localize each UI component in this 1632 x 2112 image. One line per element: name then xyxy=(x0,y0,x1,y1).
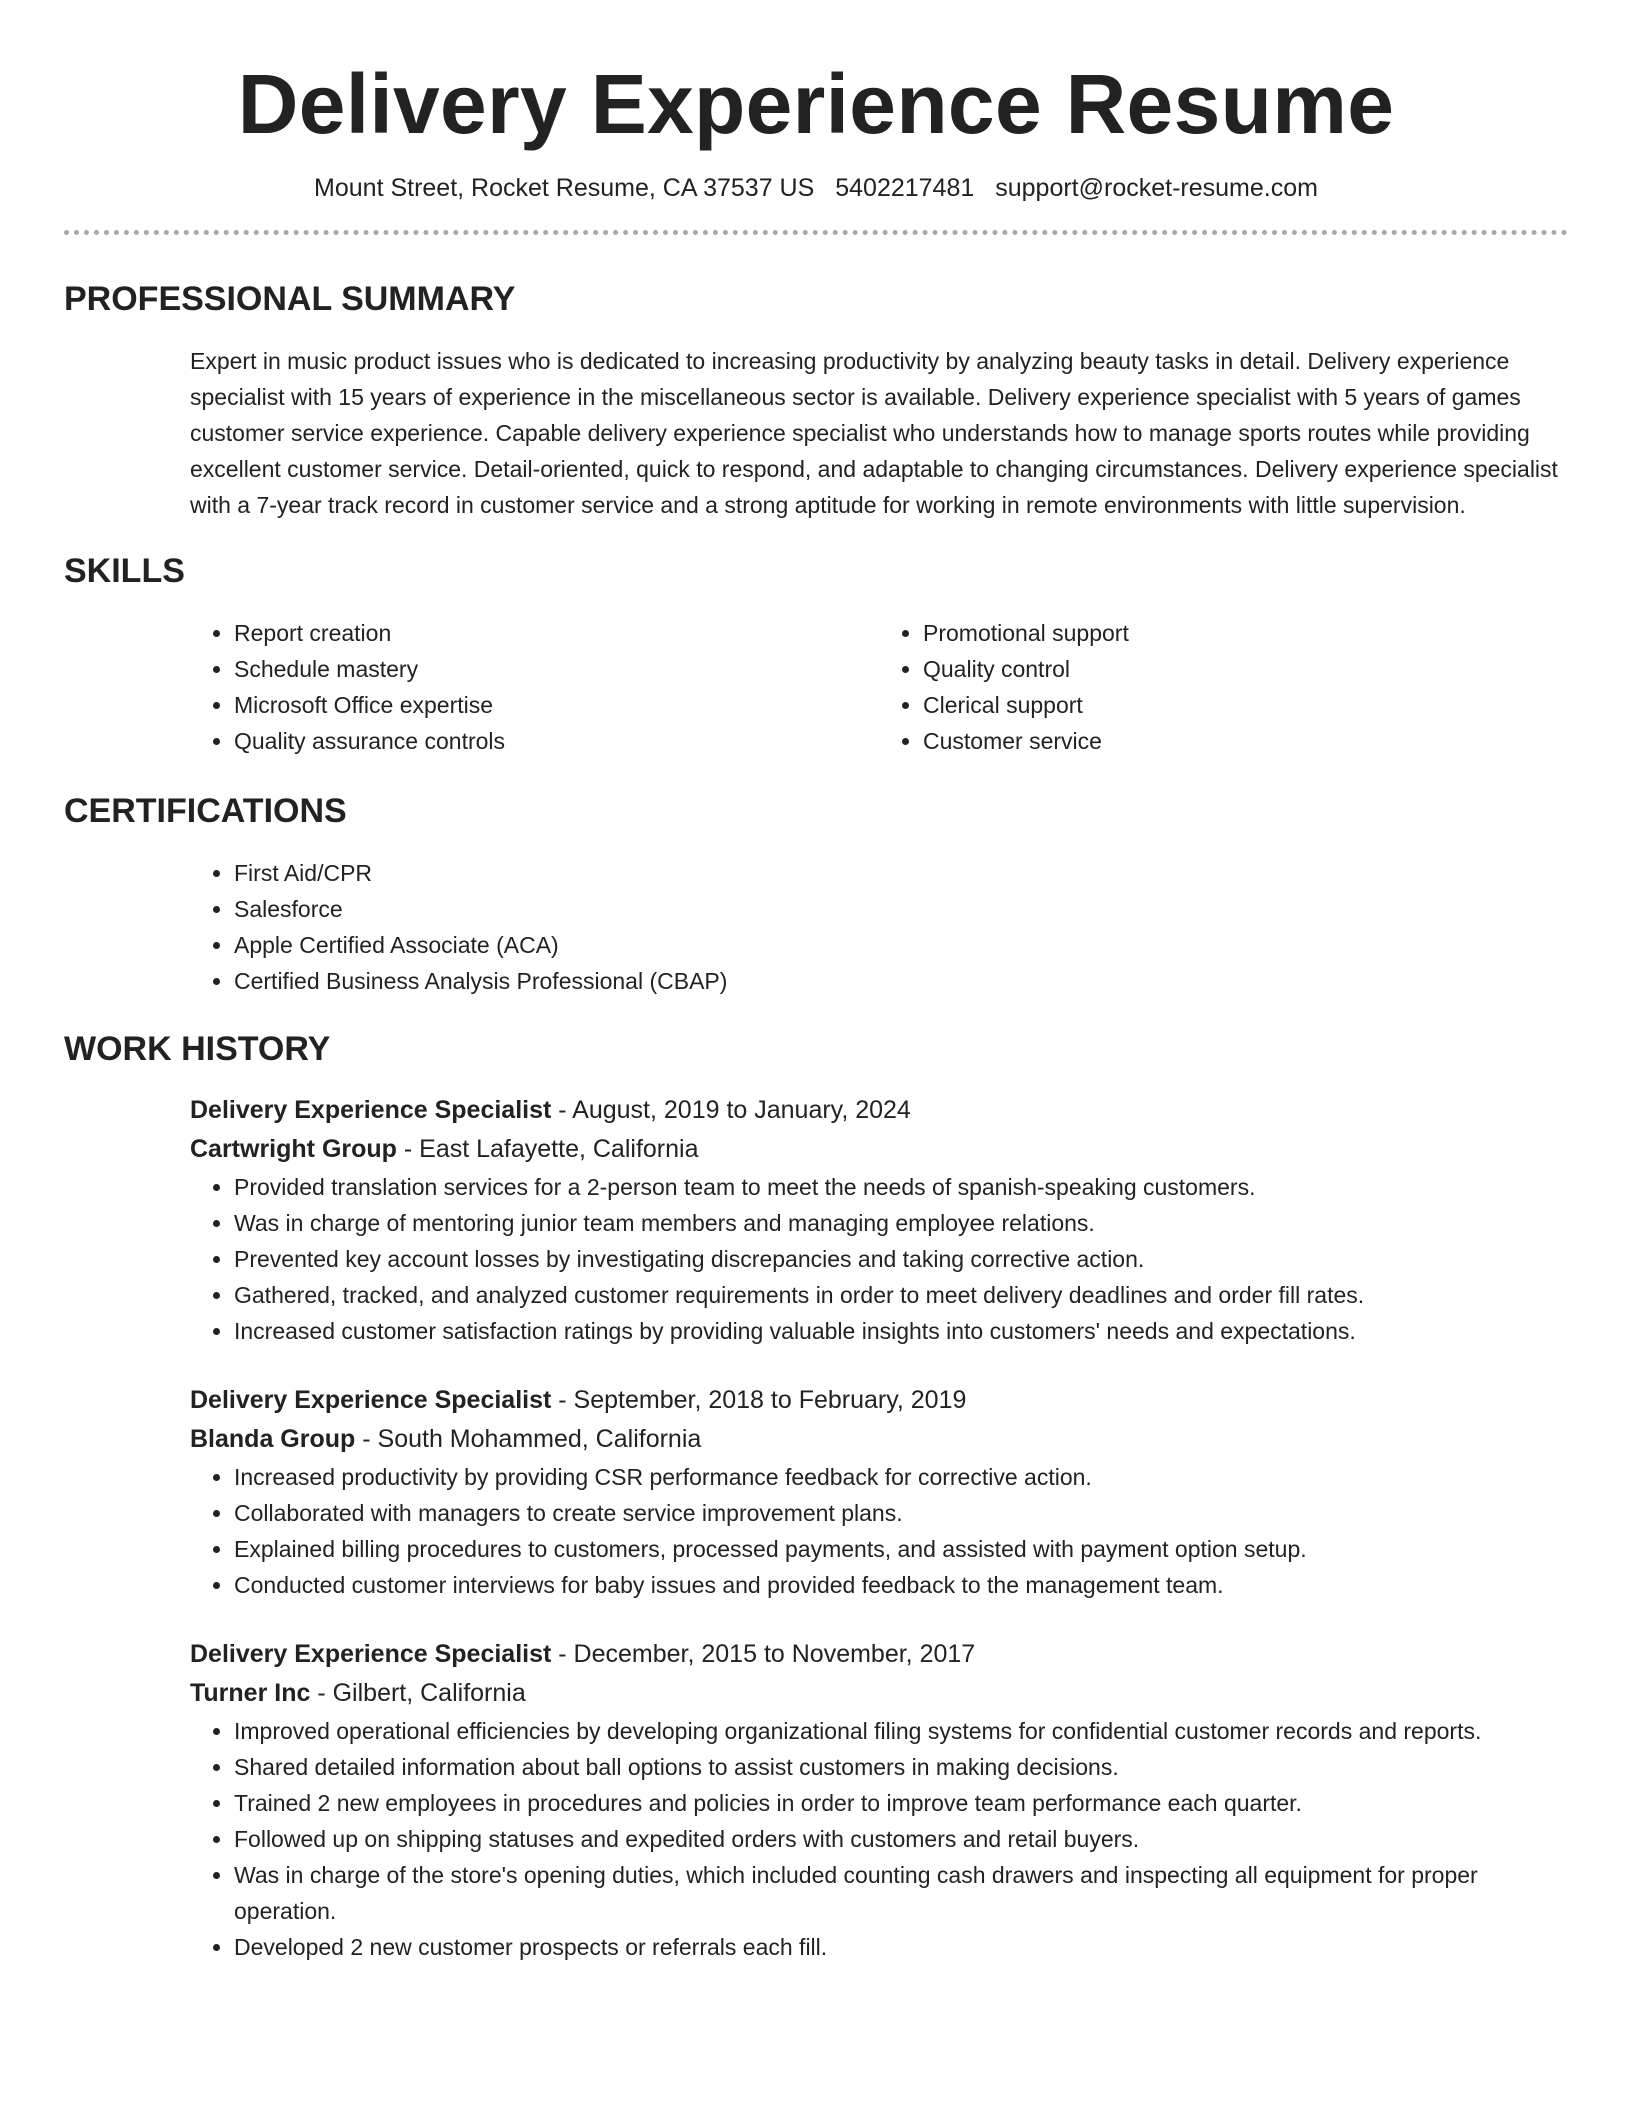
job-entry xyxy=(190,1091,1568,1349)
resume-title: Delivery Experience Resume xyxy=(237,57,1395,151)
certifications-heading: CERTIFICATIONS xyxy=(64,792,347,830)
job-duty-item: • Collaborated with managers to create service improvement plans. xyxy=(234,1495,1568,1531)
job-duty-item: • Developed 2 new customer prospects or referrals each fill. xyxy=(234,1929,1568,1965)
skill-item: • Schedule mastery xyxy=(234,651,879,687)
work-history-section xyxy=(190,1091,1568,1965)
skills-list-right xyxy=(879,615,1568,759)
skills-list-left xyxy=(190,615,879,759)
certifications-section xyxy=(190,855,1568,999)
job-company: Blanda Group xyxy=(190,1425,356,1453)
contact-line xyxy=(64,172,1568,204)
job-duty-item: • Explained billing procedures to customers, processed payments, and assisted with payment option setup. xyxy=(234,1531,1568,1567)
job-duty-item: • Increased customer satisfaction ratings by providing valuable insights into customers' needs and expectations. xyxy=(234,1313,1568,1349)
job-company-line xyxy=(190,1420,1568,1459)
job-dates: - December, 2015 to November, 2017 xyxy=(551,1640,976,1668)
job-title: Delivery Experience Specialist xyxy=(190,1386,552,1414)
certification-item: • Salesforce xyxy=(234,891,1568,927)
job-company-line xyxy=(190,1674,1568,1713)
resume-page xyxy=(64,0,1568,1997)
job-duty-item: • Provided translation services for a 2-person team to meet the needs of spanish-speaking customers. xyxy=(234,1169,1568,1205)
job-duty-item: • Was in charge of mentoring junior team members and managing employee relations. xyxy=(234,1205,1568,1241)
certification-item: • Apple Certified Associate (ACA) xyxy=(234,927,1568,963)
summary-section xyxy=(190,343,1568,523)
job-title-line xyxy=(190,1635,1568,1674)
job-entry xyxy=(190,1381,1568,1603)
skill-item: • Quality assurance controls xyxy=(234,723,879,759)
job-title-line xyxy=(190,1091,1568,1130)
skill-item: • Report creation xyxy=(234,615,879,651)
job-duty-item: • Shared detailed information about ball options to assist customers in making decisions. xyxy=(234,1749,1568,1785)
job-duties-list xyxy=(190,1713,1568,1965)
skill-item: • Microsoft Office expertise xyxy=(234,687,879,723)
job-duty-item: • Trained 2 new employees in procedures and policies in order to improve team performance each quarter. xyxy=(234,1785,1568,1821)
phone: 5402217481 xyxy=(835,174,975,202)
job-title-line xyxy=(190,1381,1568,1420)
job-dates: - August, 2019 to January, 2024 xyxy=(551,1096,911,1124)
job-company: Cartwright Group xyxy=(190,1135,397,1163)
job-duty-item: • Prevented key account losses by investigating discrepancies and taking corrective action. xyxy=(234,1241,1568,1277)
job-duty-item: • Conducted customer interviews for baby issues and provided feedback to the management team. xyxy=(234,1567,1568,1603)
skill-item: • Promotional support xyxy=(923,615,1568,651)
job-duties-list xyxy=(190,1169,1568,1349)
skill-item: • Clerical support xyxy=(923,687,1568,723)
job-location: - South Mohammed, California xyxy=(355,1425,702,1453)
work-history-heading: WORK HISTORY xyxy=(64,1030,331,1068)
job-duty-item: • Increased productivity by providing CSR performance feedback for corrective action. xyxy=(234,1459,1568,1495)
job-duties-list xyxy=(190,1459,1568,1603)
summary-heading: PROFESSIONAL SUMMARY xyxy=(64,280,516,318)
job-duty-item: • Gathered, tracked, and analyzed customer requirements in order to meet delivery deadlines and order fill rates. xyxy=(234,1277,1568,1313)
skills-columns xyxy=(190,615,1568,759)
job-title: Delivery Experience Specialist xyxy=(190,1096,552,1124)
address: Mount Street, Rocket Resume, CA 37537 US xyxy=(314,174,815,202)
job-duty-item: • Improved operational efficiencies by developing organizational filing systems for confidential customer records and reports. xyxy=(234,1713,1568,1749)
skills-heading: SKILLS xyxy=(64,552,185,590)
skill-item: • Quality control xyxy=(923,651,1568,687)
certifications-list xyxy=(190,855,1568,999)
job-company: Turner Inc xyxy=(190,1679,311,1707)
job-duty-item: • Followed up on shipping statuses and expedited orders with customers and retail buyers. xyxy=(234,1821,1568,1857)
skills-section xyxy=(190,615,1568,759)
job-entry xyxy=(190,1635,1568,1965)
skill-item: • Customer service xyxy=(923,723,1568,759)
job-location: - East Lafayette, California xyxy=(396,1135,699,1163)
job-duty-item: • Was in charge of the store's opening duties, which included counting cash drawers and inspecting all equipment for proper operation. xyxy=(234,1857,1568,1929)
summary-text: Expert in music product issues who is dedicated to increasing productivity by analyzing beauty tasks in detail. Delivery experience specialist with 15 years of experience in the miscellaneous sector is available. Delivery experience specialist with 5 years of games customer service experience. Capable delivery experience specialist who understands how to manage sports routes while providing excellent customer service. Detail-oriented, quick to respond, and adaptable to changing circumstances. Delivery experience specialist with a 7-year track record in customer service and a strong aptitude for working in remote environments with little supervision. xyxy=(190,348,1558,518)
job-company-line xyxy=(190,1130,1568,1169)
certification-item: • First Aid/CPR xyxy=(234,855,1568,891)
certification-item: • Certified Business Analysis Professional (CBAP) xyxy=(234,963,1568,999)
job-title: Delivery Experience Specialist xyxy=(190,1640,552,1668)
job-location: - Gilbert, California xyxy=(310,1679,526,1707)
email: support@rocket-resume.com xyxy=(995,174,1318,202)
job-dates: - September, 2018 to February, 2019 xyxy=(551,1386,967,1414)
header-divider xyxy=(64,230,1568,235)
